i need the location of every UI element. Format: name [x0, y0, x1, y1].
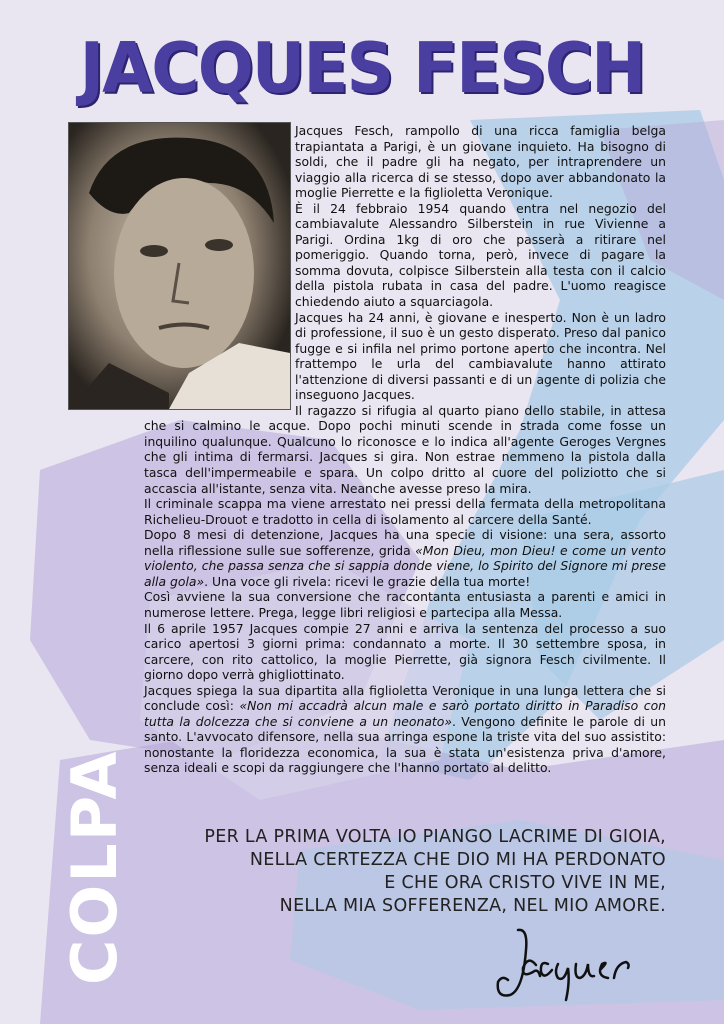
- quoted-phrase: «Non mi accadrà alcun male e sarò portato diritto in Paradiso con tutta la dolcezza che si conviene a un neonato»: [144, 698, 666, 729]
- paragraph-text: Il ragazzo si rifugia al quarto piano dello stabile, in attesa che si calmino le acque. Dopo pochi minuti scende in strada come fosse un inquilino qualunque. Qualcuno lo riconosce e lo indica all'agente Geroges Vergnes che gli intima di fermarsi. Jacques si gira. Non estrae nemmeno la pistola dalla tasca dell'impermeabile e spara. Un colpo dritto al cuore del poliziotto che si accascia all'istante, senza vita. Neanche avesse preso la mira.: [144, 402, 666, 496]
- side-vertical-word: COLPA: [58, 749, 131, 985]
- article-body: [144, 123, 666, 776]
- paragraph-text: . Una voce gli rivela: ricevi le grazie della tua morte!: [204, 573, 531, 589]
- paragraph-text: Jacques Fesch, rampollo di una ricca famiglia belga trapiantata a Parigi, è un giovane inquieto. Ha bisogno di soldi, che il padre gli ha negato, per intraprendere un viaggio alla ricerca di se stesso, dopo aver abbandonato la moglie Pierrette e la figlioletta Veronique.: [295, 123, 666, 201]
- paragraph-text: È il 24 febbraio 1954 quando entra nel negozio del cambiavalute Alessandro Silberstein in rue Vivienne a Parigi. Ordina 1kg di oro che passerà a ritirare nel pomeriggio. Quando torna, però, invece di pagare la somma dovuta, colpisce Silberstein alla testa con il calcio della pistola rubata in casa del padre. L'uomo reagisce chiedendo aiuto a squarciagola.: [295, 200, 666, 310]
- photo-spacer: [144, 123, 295, 411]
- quote-line: NELLA CERTEZZA CHE DIO MI HA PERDONATO: [249, 850, 666, 870]
- closing-quote: [106, 826, 666, 918]
- paragraph-text: Jacques ha 24 anni, è giovane e inesperto. Non è un ladro di professione, il suo è un gesto disperato. Preso dal panico fugge e si infila nel primo portone aperto che incontra. Nel frattempo le urla del cambiavalute hanno attirato l'attenzione di diversi passanti e di un agente di polizia che inseguono Jacques.: [295, 309, 666, 403]
- paragraph-text: Il criminale scappa ma viene arrestato nei pressi della fermata della metropolitana Richelieu-Drouot e tradotto in cella di isolamento al carcere della Santé.: [144, 496, 666, 527]
- quote-line: NELLA MIA SOFFERENZA, NEL MIO AMORE.: [279, 896, 666, 916]
- quoted-phrase: «Mon Dieu, mon Dieu! e come un vento violento, che passa senza che si sappia donde viene, lo Spirito del Signore mi prese alla gola»: [144, 542, 666, 589]
- paragraph-text: Il 6 aprile 1957 Jacques compie 27 anni e arriva la sentenza del processo a suo carico apertosi 3 giorni prima: condannato a morte. Il 30 settembre sposa, in carcere, con rito cattolico, la moglie Pierrette, già signora Fesch civilmente. Il giorno dopo verrà ghigliottinato.: [144, 620, 666, 683]
- paragraph-text: Jacques spiega la sua dipartita alla figlioletta Veronique in una lunga lettera che si conclude così:: [144, 682, 666, 714]
- quote-line: PER LA PRIMA VOLTA IO PIANGO LACRIME DI GIOIA,: [204, 827, 666, 847]
- handwritten-signature: [488, 920, 668, 1005]
- paragraph-text: . Vengono definite le parole di un santo. L'avvocato difensore, nella sua arringa espone la triste vita del suo assistito: nonostante la floridezza economica, la sua è stata un'esistenza priva d'amore, senza ideali e scopi da raggiungere che l'hanno portato al delitto.: [144, 713, 666, 776]
- page-title: JACQUES FESCH: [79, 28, 645, 109]
- article-paragraph: [144, 621, 666, 683]
- article-paragraph: [144, 496, 666, 527]
- article-paragraph: [144, 683, 666, 776]
- quote-line: E CHE ORA CRISTO VIVE IN ME,: [384, 873, 666, 893]
- article-paragraph: [144, 403, 666, 496]
- article-paragraph: [144, 527, 666, 589]
- paragraph-text: Così avviene la sua conversione che raccontanta entusiasta a parenti e amici in numerose lettere. Prega, legge libri religiosi e partecipa alla Messa.: [144, 589, 666, 620]
- paragraph-text: Dopo 8 mesi di detenzione, Jacques ha una specie di visione: una sera, assorto nella riflessione sulle sue sofferenze, grida: [144, 527, 666, 558]
- article-paragraph: [144, 589, 666, 620]
